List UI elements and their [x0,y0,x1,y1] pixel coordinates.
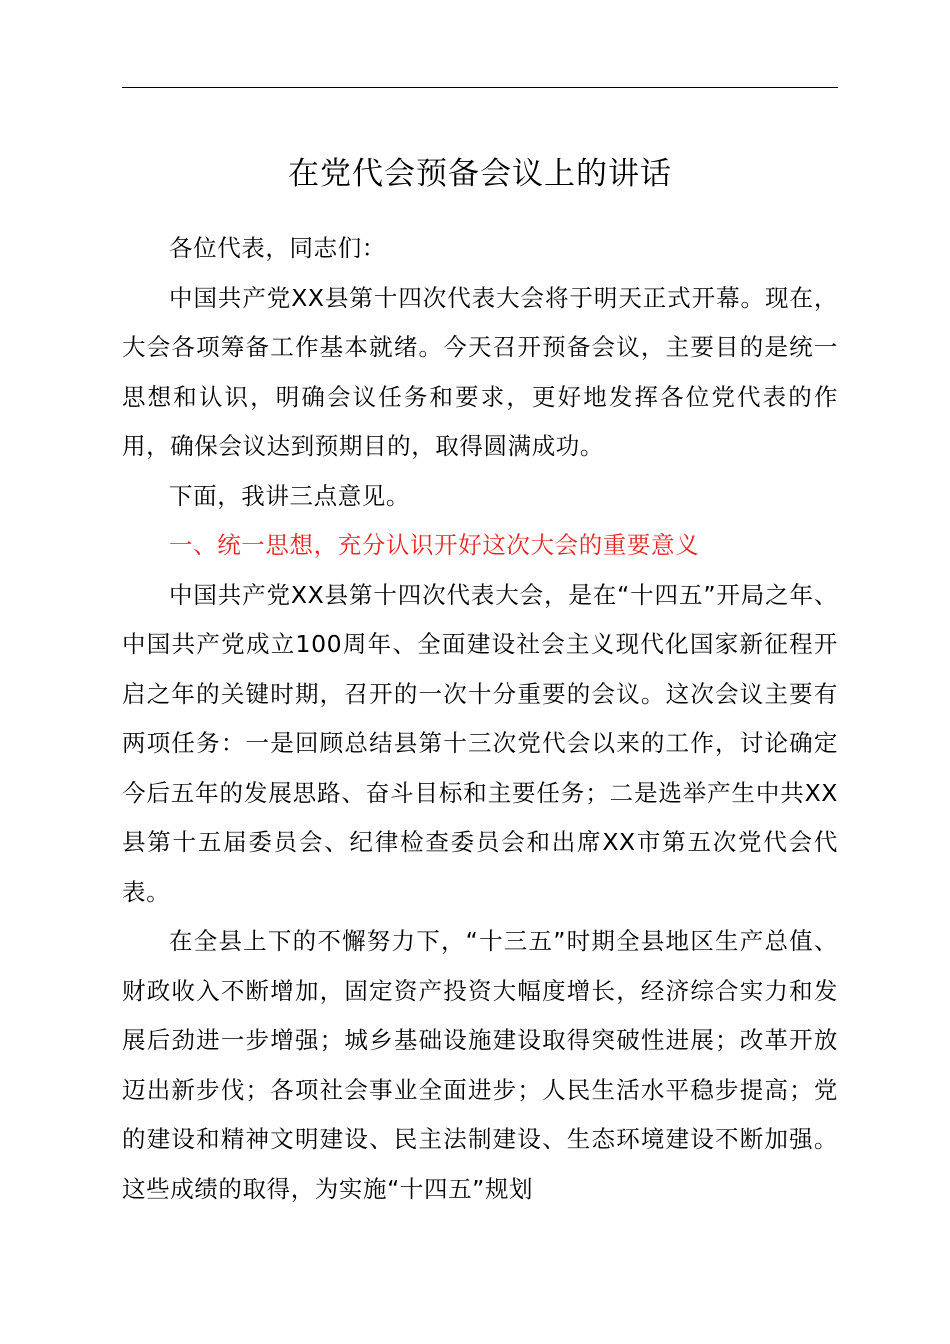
document-body [122,224,838,1214]
section-heading: 一、统一思想，充分认识开好这次大会的重要意义 [169,531,700,559]
salutation: 各位代表，同志们： [169,234,386,262]
body-paragraph: 中国共产党XX县第十四次代表大会，是在“十四五”开局之年、中国共产党成立100周年、全面建设社会主义现代化国家新征程开启之年的关键时期，召开的一次十分重要的会议。这次会议主要有两项任务：一是回顾总结县第十三次党代会以来的工作，讨论确定今后五年的发展思路、奋斗目标和主要任务；二是选举产生中共XX县第十五届委员会、纪律检查委员会和出席XX市第五次党代会代表。 [122,580,838,906]
document-title: 在党代会预备会议上的讲话 [288,156,672,192]
body-paragraph: 下面，我讲三点意见。 [169,481,410,510]
header-rule [122,87,838,88]
body-paragraph: 中国共产党XX县第十四次代表大会将于明天正式开幕。现在，大会各项筹备工作基本就绪。今天召开预备会议，主要目的是统一思想和认识，明确会议任务和要求，更好地发挥各位党代表的作用，确保会议达到预期目的，取得圆满成功。 [122,283,838,460]
body-paragraph: 在全县上下的不懈努力下，“十三五”时期全县地区生产总值、财政收入不断增加，固定资产投资大幅度增长，经济综合实力和发展后劲进一步增强；城乡基础设施建设取得突破性进展；改革开放迈出新步伐；各项社会事业全面进步；人民生活水平稳步提高；党的建设和精神文明建设、民主法制建设、生态环境建设不断加强。这些成绩的取得，为实施“十四五”规划 [122,927,838,1203]
